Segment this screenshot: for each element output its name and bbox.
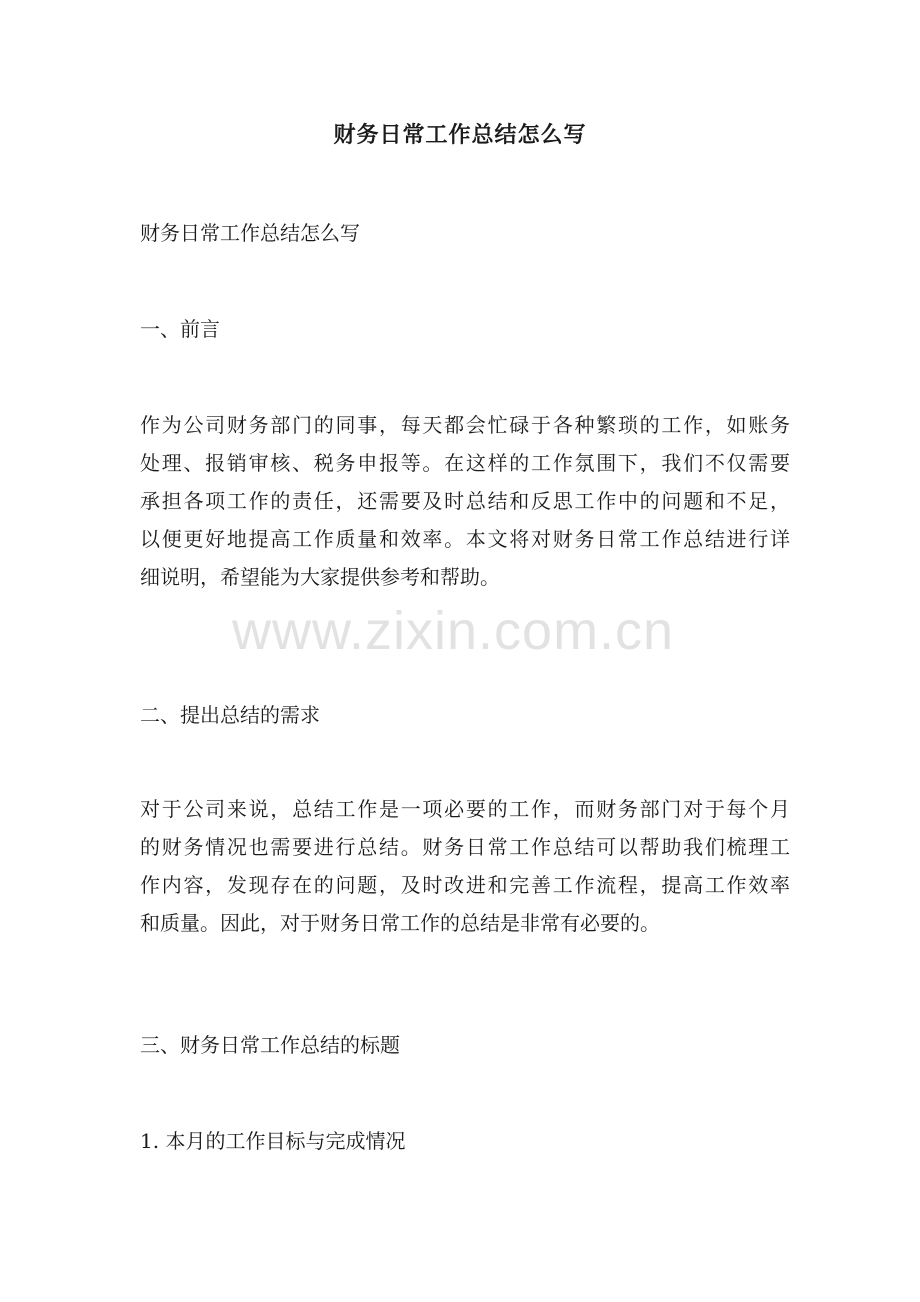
paragraph-line: 承担各项工作的责任，还需要及时总结和反思工作中的问题和不足， xyxy=(140,489,790,513)
paragraph-line: 对于公司来说，总结工作是一项必要的工作，而财务部门对于每个月 xyxy=(140,797,790,821)
preface-paragraph xyxy=(140,406,790,596)
section-heading-title: 三、财务日常工作总结的标题 xyxy=(140,1033,400,1057)
section-heading-need: 二、提出总结的需求 xyxy=(140,703,320,727)
paragraph-line: 作为公司财务部门的同事，每天都会忙碌于各种繁琐的工作，如账务 xyxy=(140,413,790,437)
paragraph-line: 处理、报销审核、税务申报等。在这样的工作氛围下，我们不仅需要 xyxy=(140,451,790,475)
paragraph-line: 的财务情况也需要进行总结。财务日常工作总结可以帮助我们梳理工 xyxy=(140,835,790,859)
document-title: 财务日常工作总结怎么写 xyxy=(333,122,587,148)
need-paragraph xyxy=(140,790,790,942)
paragraph-line: 作内容，发现存在的问题，及时改进和完善工作流程，提高工作效率 xyxy=(140,873,790,897)
paragraph-line: 和质量。因此，对于财务日常工作的总结是非常有必要的。 xyxy=(140,911,660,935)
paragraph-line: 以便更好地提高工作质量和效率。本文将对财务日常工作总结进行详 xyxy=(140,527,790,551)
section-heading-preface: 一、前言 xyxy=(140,317,220,341)
watermark-text: www.zixin.com.cn xyxy=(232,601,675,661)
document-subtitle: 财务日常工作总结怎么写 xyxy=(140,221,360,245)
paragraph-line: 细说明，希望能为大家提供参考和帮助。 xyxy=(140,565,500,589)
list-item-goals: 1. 本月的工作目标与完成情况 xyxy=(140,1129,406,1153)
